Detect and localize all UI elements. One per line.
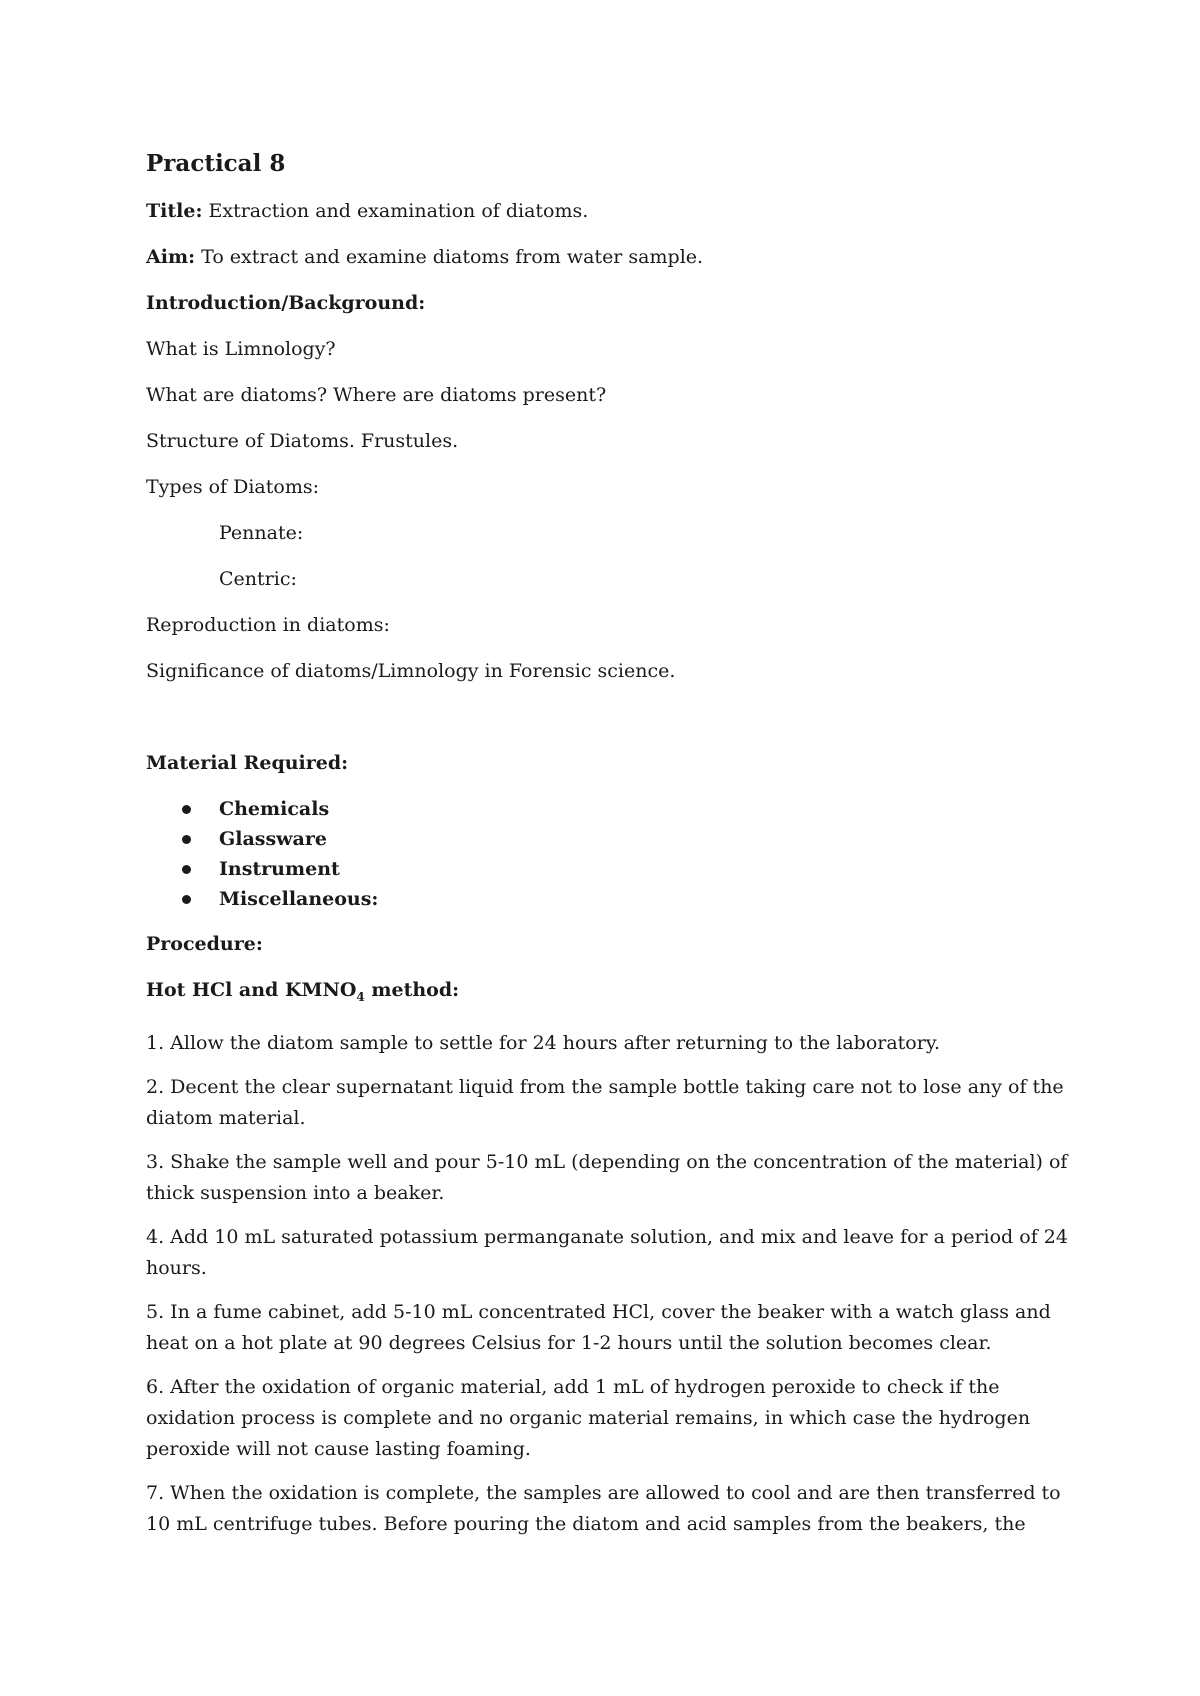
spacer [146,702,1076,748]
procedure-step: 2. Decent the clear supernatant liquid from the sample bottle taking care not to lose any of the diatom material. [146,1075,1064,1129]
list-item [146,854,1076,884]
bullet-icon [182,865,191,874]
intro-line: Reproduction in diatoms: [146,614,390,636]
list-item [146,884,1076,914]
material-list [146,794,1076,914]
document-page [146,146,1076,1553]
aim-line [146,242,1076,273]
list-item-label: Instrument [219,858,340,880]
procedure-step: 7. When the oxidation is complete, the samples are allowed to cool and are then transferred to 10 mL centrifuge tubes. Before pouring the diatom and acid samples from the beakers, the [146,1481,1061,1535]
method-heading-text: Hot HCl and KMNO [146,979,357,1001]
procedure-step: 3. Shake the sample well and pour 5-10 mL (depending on the concentration of the material) of thick suspension into a beaker. [146,1150,1068,1204]
list-item [146,794,1076,824]
title-text: Extraction and examination of diatoms. [202,200,589,222]
list-item [146,824,1076,854]
method-heading [146,975,1076,1013]
intro-line: What are diatoms? Where are diatoms present? [146,384,607,406]
diatom-type-pennate: Pennate: [219,522,304,544]
bullet-icon [182,895,191,904]
procedure-heading: Procedure: [146,933,263,955]
procedure-step: 1. Allow the diatom sample to settle for 24 hours after returning to the laboratory. [146,1031,941,1054]
list-item-label: Glassware [219,828,327,850]
title-line [146,196,1076,227]
intro-line: What is Limnology? [146,338,336,360]
intro-line: Types of Diatoms: [146,476,319,498]
page-heading: Practical 8 [146,150,286,177]
bullet-icon [182,835,191,844]
method-heading-subscript: 4 [356,989,365,1004]
procedure-step: 4. Add 10 mL saturated potassium permanganate solution, and mix and leave for a period of 24 hours. [146,1225,1068,1279]
aim-text: To extract and examine diatoms from water sample. [195,246,704,268]
intro-line: Structure of Diatoms. Frustules. [146,430,459,452]
title-label: Title: [146,200,203,222]
aim-label: Aim: [146,246,196,268]
method-heading-suffix: method: [364,979,460,1001]
procedure-step: 5. In a fume cabinet, add 5-10 mL concentrated HCl, cover the beaker with a watch glass and heat on a hot plate at 90 degrees Celsius for 1-2 hours until the solution becomes clear. [146,1300,1051,1354]
intro-line: Significance of diatoms/Limnology in Forensic science. [146,660,676,682]
intro-heading: Introduction/Background: [146,292,426,314]
procedure-step: 6. After the oxidation of organic material, add 1 mL of hydrogen peroxide to check if the oxidation process is complete and no organic material remains, in which case the hydrogen peroxide will not cause lasting foaming. [146,1375,1031,1460]
diatom-type-centric: Centric: [219,568,297,590]
material-heading: Material Required: [146,752,349,774]
bullet-icon [182,805,191,814]
list-item-label: Chemicals [219,798,330,820]
list-item-label: Miscellaneous: [219,888,379,910]
